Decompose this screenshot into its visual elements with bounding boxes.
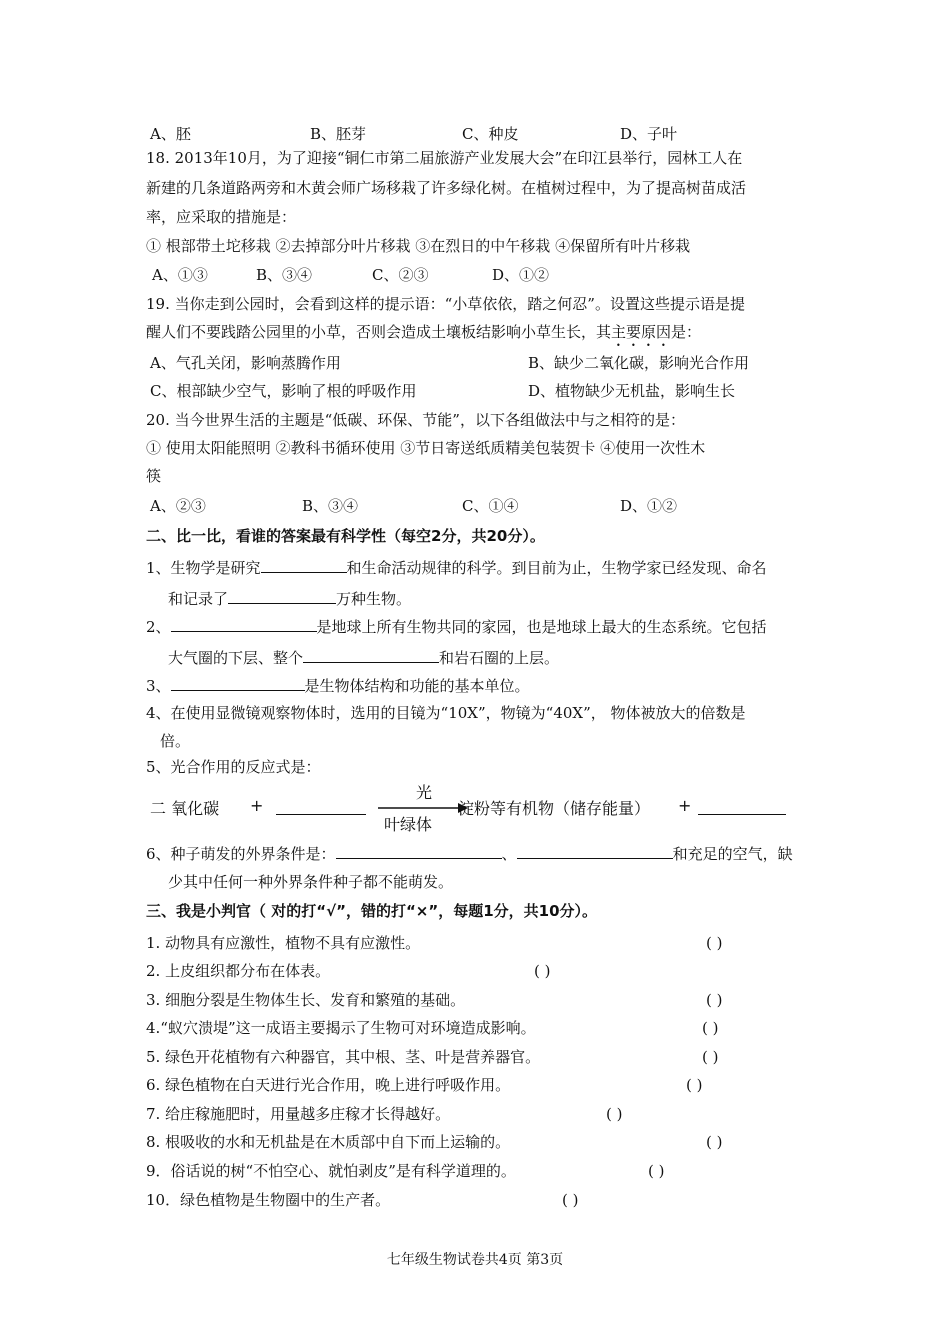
s3-item-7: 7. 给庄稼施肥时，用量越多庄稼才长得越好。 — [146, 1105, 451, 1123]
s3-answer-7[interactable]: ( ) — [606, 1105, 623, 1123]
q19-option-b: B、缺少二氧化碳，影响光合作用 — [528, 354, 750, 372]
s3-answer-4[interactable]: ( ) — [702, 1019, 719, 1037]
s2-q6-blank2[interactable] — [517, 843, 673, 859]
s2-q2-line1 — [146, 616, 767, 637]
s2-q3 — [146, 675, 530, 696]
s2-q4-line1: 4、在使用显微镜观察物体时，选用的目镜为“10X”，物镜为“40X”， 物体被放大的倍数是 — [146, 704, 746, 722]
q20-option-d: D、①② — [620, 497, 678, 515]
q19-option-c: C、根部缺少空气，影响了根的呼吸作用 — [150, 382, 417, 400]
q20-option-c: C、①④ — [462, 497, 519, 515]
q19-emphasis: 主要原因 — [611, 323, 672, 341]
s2-q6-line2: 少其中任何一种外界条件种子都不能萌发。 — [168, 873, 454, 891]
q19-option-a: A、气孔关闭，影响蒸腾作用 — [150, 354, 341, 372]
s2-q1-blank2[interactable] — [228, 588, 336, 604]
s3-item-5: 5. 绿色开花植物有六种器官，其中根、茎、叶是营养器官。 — [146, 1048, 541, 1066]
s3-answer-1[interactable]: ( ) — [706, 934, 723, 952]
s3-item-9: 9．俗话说的树“不怕空心、就怕剥皮”是有科学道理的。 — [146, 1162, 516, 1180]
s3-answer-9[interactable]: ( ) — [648, 1162, 665, 1180]
s2-q6-text-b: 、 — [501, 845, 517, 863]
s3-answer-5[interactable]: ( ) — [702, 1048, 719, 1066]
s2-q3-text-b: 是生物体结构和功能的基本单位。 — [304, 677, 530, 695]
s3-item-1: 1. 动物具有应激性，植物不具有应激性。 — [146, 934, 421, 952]
q17-option-d: D、子叶 — [620, 125, 678, 143]
s2-q2-text-d: 和岩石圈的上层。 — [439, 649, 560, 667]
s2-q5: 5、光合作用的反应式是： — [146, 758, 321, 776]
q18-line1: 18. 2013年10月，为了迎接“铜仁市第二届旅游产业发展大会”在印江县举行，园林工人在 — [146, 149, 743, 167]
s2-q1-text-c: 和记录了 — [168, 590, 229, 608]
s3-item-4: 4.“蚁穴溃堤”这一成语主要揭示了生物可对环境造成影响。 — [146, 1019, 536, 1037]
photosynthesis-equation — [146, 780, 806, 840]
s2-q6-text-a: 6、种子萌发的外界条件是： — [146, 845, 336, 863]
s2-q2-text-c: 大气圈的下层、整个 — [168, 649, 304, 667]
s3-item-6: 6. 绿色植物在白天进行光合作用，晚上进行呼吸作用。 — [146, 1076, 511, 1094]
s3-answer-2[interactable]: ( ) — [534, 962, 551, 980]
s3-item-2: 2. 上皮组织都分布在体表。 — [146, 962, 331, 980]
s2-q2-blank2[interactable] — [303, 647, 439, 663]
q19-line2-pre: 醒人们不要践踏公园里的小草，否则会造成土壤板结影响小草生长，其 — [146, 323, 612, 341]
q20-line1: 20. 当今世界生活的主题是“低碳、环保、节能”，以下各组做法中与之相符的是： — [146, 411, 685, 429]
q18-line2: 新建的几条道路两旁和木黄会师广场移栽了许多绿化树。在植树过程中，为了提高树苗成活 — [146, 179, 747, 197]
q20-option-b: B、③④ — [302, 497, 359, 515]
s2-q6-line1 — [146, 843, 793, 864]
s2-q2-text-a: 2、 — [146, 618, 171, 636]
q18-option-d: D、①② — [492, 266, 550, 284]
q18-option-c: C、②③ — [372, 266, 429, 284]
s2-q1-line1 — [146, 557, 767, 578]
q19-line2 — [146, 322, 701, 350]
s3-answer-6[interactable]: ( ) — [686, 1076, 703, 1094]
eq-plus-1: + — [250, 796, 264, 815]
q19-option-d: D、植物缺少无机盐，影响生长 — [528, 382, 736, 400]
s2-q6-text-c: 和充足的空气，缺 — [672, 845, 793, 863]
s2-q2-text-b: 是地球上所有生物共同的家园，也是地球上最大的生态系统。它包括 — [316, 618, 767, 636]
eq-condition-chlorophyll: 叶绿体 — [384, 815, 433, 834]
q18-option-a: A、①③ — [152, 266, 208, 284]
q17-option-c: C、种皮 — [462, 125, 519, 143]
q19-line2-post: 是： — [671, 323, 702, 341]
section3-title: 三、我是小判官（ 对的打“√”，错的打“×”，每题1分，共10分）。 — [146, 902, 598, 920]
s3-answer-3[interactable]: ( ) — [706, 991, 723, 1009]
s3-answer-8[interactable]: ( ) — [706, 1133, 723, 1151]
s2-q1-text-d: 万种生物。 — [336, 590, 412, 608]
q18-option-b: B、③④ — [256, 266, 313, 284]
eq-plus-2: + — [678, 796, 692, 815]
s2-q1-text-a: 1、生物学是研究 — [146, 559, 261, 577]
q20-option-a: A、②③ — [150, 497, 206, 515]
q18-line3: 率，应采取的措施是： — [146, 208, 297, 226]
q18-items: ① 根部带土坨移栽 ②去掉部分叶片移栽 ③在烈日的中午移栽 ④保留所有叶片移栽 — [146, 237, 691, 255]
eq-condition-light: 光 — [415, 783, 432, 802]
s3-answer-10[interactable]: ( ) — [562, 1191, 579, 1209]
s2-q1-line2 — [168, 588, 411, 609]
s2-q1-text-b: 和生命活动规律的科学。到目前为止，生物学家已经发现、命名 — [346, 559, 767, 577]
s2-q4-line2: 倍。 — [160, 732, 191, 750]
s2-q3-blank[interactable] — [171, 675, 305, 691]
q17-option-b: B、胚芽 — [310, 125, 367, 143]
eq-reactant: 二 氧化碳 — [150, 799, 220, 818]
section2-title: 二、比一比，看谁的答案最有科学性（每空2分，共20分）。 — [146, 527, 545, 545]
s2-q6-blank1[interactable] — [336, 843, 502, 859]
eq-blank-2[interactable] — [698, 814, 786, 815]
s3-item-8: 8. 根吸收的水和无机盐是在木质部中自下而上运输的。 — [146, 1133, 511, 1151]
q19-line1: 19. 当你走到公园时，会看到这样的提示语：“小草依依，踏之何忍”。设置这些提示语是提 — [146, 295, 745, 313]
eq-product: 淀粉等有机物（储存能量） — [458, 799, 651, 818]
s2-q2-blank1[interactable] — [171, 616, 317, 632]
q17-option-a: A、胚 — [150, 125, 191, 143]
s3-item-10: 10．绿色植物是生物圈中的生产者。 — [146, 1191, 391, 1209]
s2-q3-text-a: 3、 — [146, 677, 171, 695]
s2-q2-line2 — [168, 647, 559, 668]
q20-line2: ① 使用太阳能照明 ②教科书循环使用 ③节日寄送纸质精美包装贺卡 ④使用一次性木 — [146, 439, 706, 457]
s2-q1-blank1[interactable] — [261, 557, 347, 573]
q20-line3: 筷 — [146, 467, 162, 485]
eq-blank-1[interactable] — [276, 814, 366, 815]
s3-item-3: 3. 细胞分裂是生物体生长、发育和繁殖的基础。 — [146, 991, 466, 1009]
page-footer: 七年级生物试卷共4页 第3页 — [386, 1252, 564, 1268]
